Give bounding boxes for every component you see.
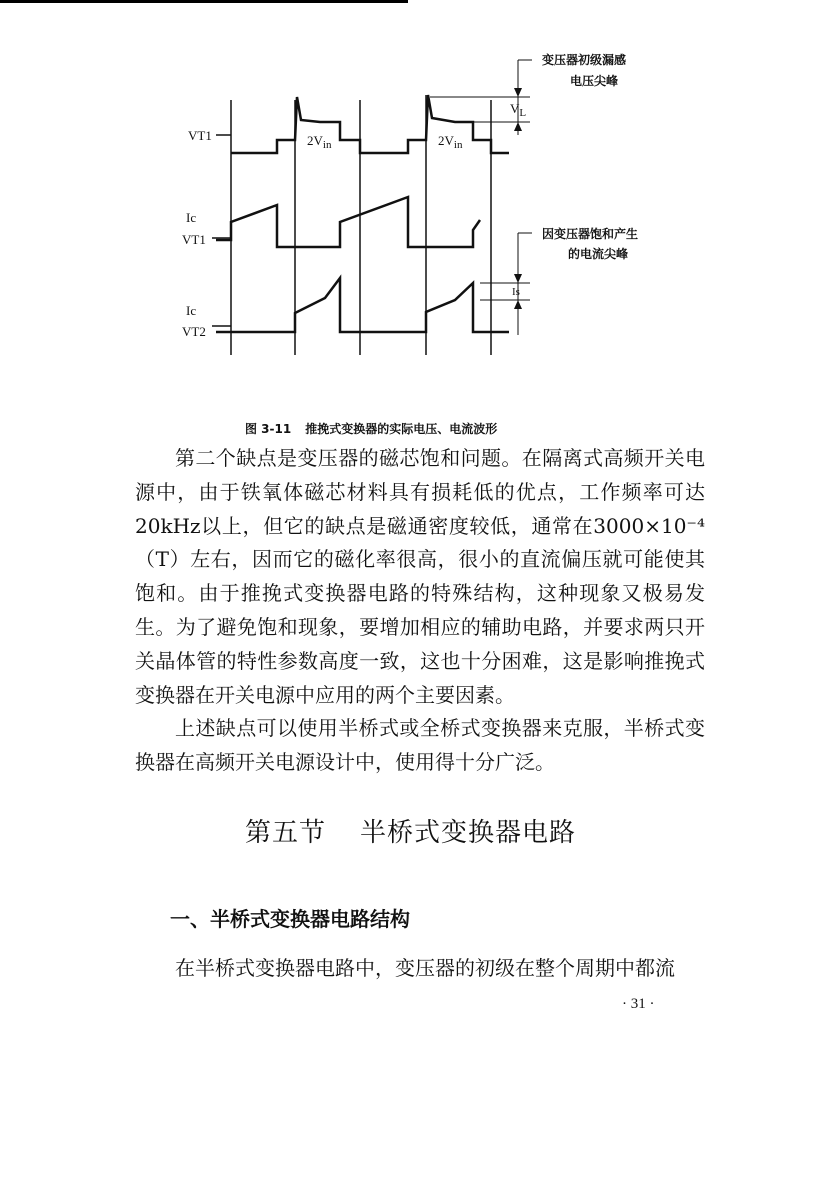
ic-vt2-label-bottom: VT2	[182, 324, 206, 339]
two-vin-label-1: $2V_{in}$	[307, 133, 332, 151]
ic-vt1-label-bottom: VT1	[182, 232, 206, 247]
vl-arrow-down	[514, 88, 522, 97]
ic-vt2-label-top: Ic	[186, 303, 197, 318]
vl-arrow-up	[514, 122, 522, 131]
saturation-spike-note-line2: 的电流尖峰	[568, 247, 629, 261]
subheading: 一、半桥式变换器电路结构	[170, 907, 410, 931]
paragraph-saturation: 第二个缺点是变压器的磁芯饱和问题。在隔离式高频开关电源中，由于铁氧体磁芯材料具有损耗低的优点，工作频率可达20kHz以上，但它的缺点是磁通密度较低，通常在3000×10⁻⁴（T）左右，因而它的磁化率很高，很小的直流偏压就可能使其饱和。由于推挽式变换器电路的特殊结构，这种现象又极易发生。为了避免饱和现象，要增加相应的辅助电路，并要求两只开关晶体管的特性参数高度一致，这也十分困难，这是影响推挽式变换器在开关电源中应用的两个主要因素。	[135, 446, 705, 707]
saturation-spike-note-line1: 因变压器饱和产生	[542, 227, 639, 241]
vt1-voltage-label: VT1	[188, 128, 212, 143]
section-name: 半桥式变换器电路	[360, 818, 577, 848]
vt2-current-waveform	[216, 278, 509, 332]
vl-label: $V_L$	[510, 101, 527, 119]
figure-caption-text: 推挽式变换器的实际电压、电流波形	[305, 422, 498, 436]
section-title	[245, 812, 576, 849]
paragraph-remedy: 上述缺点可以使用半桥式或全桥式变换器来克服，半桥式变换器在高频开关电源设计中，使用得十分广泛。	[135, 716, 705, 775]
is-arrow-down	[514, 274, 522, 283]
two-vin-label-2: $2V_{in}$	[438, 133, 463, 151]
leakage-spike-note-line2: 电压尖峰	[570, 74, 619, 88]
page-number: · 31 ·	[622, 996, 655, 1012]
figure-caption	[245, 420, 497, 437]
section-number: 第五节	[245, 818, 327, 848]
leakage-spike-note-line1: 变压器初级漏感	[542, 53, 627, 67]
is-arrow-up	[514, 300, 522, 309]
ic-vt1-label-top: Ic	[186, 210, 197, 225]
paragraph-half-bridge: 在半桥式变换器电路中，变压器的初级在整个周期中都流	[175, 956, 675, 980]
body-text	[135, 442, 705, 780]
vt1-voltage-waveform	[231, 95, 509, 153]
vt1-current-waveform	[216, 197, 480, 247]
is-label: Is	[512, 286, 520, 298]
figure-number: 图 3-11	[245, 422, 292, 436]
waveform-figure	[0, 0, 818, 415]
body-text-continued	[135, 952, 705, 986]
